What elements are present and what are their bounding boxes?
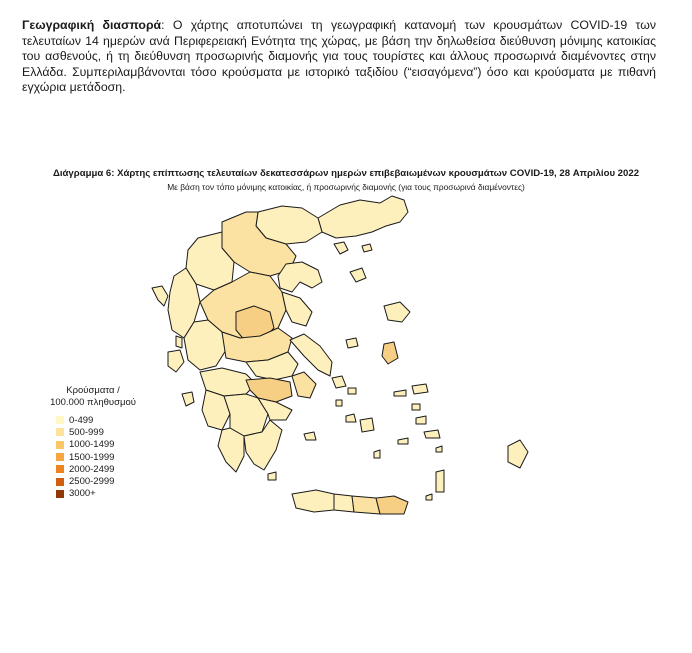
region-ikaria	[394, 390, 406, 396]
region-kos	[424, 430, 440, 438]
legend-item	[56, 451, 158, 463]
legend-swatch	[56, 441, 64, 449]
legend-label: 500-999	[69, 426, 104, 438]
legend-swatch	[56, 453, 64, 461]
region-chania	[292, 490, 334, 512]
figure-title: Διάγραμμα 6: Χάρτης επίπτωσης τελευταίων δεκατεσσάρων ημερών επιβεβαιωμένων κρουσμάτων COVID-19, 28 Απριλίου 2022	[52, 168, 640, 179]
region-milos	[304, 432, 316, 440]
legend-swatch	[56, 428, 64, 436]
region-thrace	[318, 196, 408, 238]
region-nisyros	[436, 446, 442, 452]
region-lesvos	[384, 302, 410, 322]
region-attica	[292, 372, 316, 398]
region-thasos	[334, 242, 348, 254]
region-limnos	[350, 268, 366, 282]
region-kalymnos	[416, 416, 426, 424]
legend-label: 3000+	[69, 488, 96, 500]
legend-label: 1500-1999	[69, 451, 115, 463]
region-samothrace	[362, 244, 372, 252]
region-samos	[412, 384, 428, 394]
legend-label: 0-499	[69, 414, 94, 426]
region-naxos	[360, 418, 374, 432]
legend-title-line1: Κρούσματα /	[66, 385, 120, 396]
legend-item	[56, 488, 158, 500]
region-euboea	[290, 334, 332, 376]
legend-item	[56, 463, 158, 475]
region-rethymno	[334, 494, 354, 512]
region-andros	[332, 376, 346, 388]
region-lefkada	[176, 336, 182, 348]
legend-label: 2500-2999	[69, 476, 115, 488]
legend-item	[56, 414, 158, 426]
legend-label: 2000-2499	[69, 463, 115, 475]
legend-swatch	[56, 416, 64, 424]
legend-swatch	[56, 465, 64, 473]
legend-swatch	[56, 478, 64, 486]
region-rhodes	[508, 440, 528, 468]
intro-label: Γεωγραφική διασπορά	[22, 18, 162, 32]
region-syros	[336, 400, 342, 406]
figure-subtitle: Με βάση τον τόπο μόνιμης κατοικίας, ή προσωρινής διαμονής (για τους προσωρινά διαμένοντες)	[167, 182, 525, 192]
region-chalkidiki	[278, 262, 322, 292]
region-santorini	[374, 450, 380, 458]
legend-label: 1000-1499	[69, 439, 115, 451]
legend-title-line2: 100.000 πληθυσμού	[50, 396, 136, 408]
legend-swatch	[56, 490, 64, 498]
legend-title	[38, 385, 148, 408]
region-kasos	[426, 494, 432, 500]
region-lasithi	[376, 496, 408, 514]
legend-item	[56, 439, 158, 451]
region-leros	[412, 404, 420, 410]
region-kythera	[268, 472, 276, 480]
intro-text: : Ο χάρτης αποτυπώνει τη γεωγραφική κατανομή των κρουσμάτων COVID-19 των τελευταίων 14 ημερών ανά Περιφερειακή Ενότητα της χώρας, με βάση την δηλωθείσα διεύθυνση μόνιμης κατοικίας του ασθενούς, ή τη διεύθυνση προσωρινής διαμονής για τους τουρίστες και άλλους προσωρινά διαμένοντες στην Ελλάδα. Συμπεριλαμβάνονται τόσο κρούσματα με ιστορικό ταξιδίου (“εισαγόμενα”) όσο και κρούσματα με πιθανή εγχώρια μετάδοση.	[22, 18, 656, 95]
region-paros	[346, 414, 356, 422]
region-karpathos	[436, 470, 444, 492]
region-chios	[382, 342, 398, 364]
region-kefalonia	[168, 350, 184, 372]
legend-item	[56, 426, 158, 438]
legend-list	[56, 414, 158, 500]
region-astypalaia	[398, 438, 408, 444]
map-legend	[38, 385, 158, 500]
region-zakynthos	[182, 392, 194, 406]
region-skyros	[346, 338, 358, 348]
region-corfu	[152, 286, 168, 306]
legend-item	[56, 475, 158, 487]
region-messenia	[218, 428, 244, 472]
region-tinos	[348, 388, 356, 394]
region-magnesia	[282, 292, 312, 326]
